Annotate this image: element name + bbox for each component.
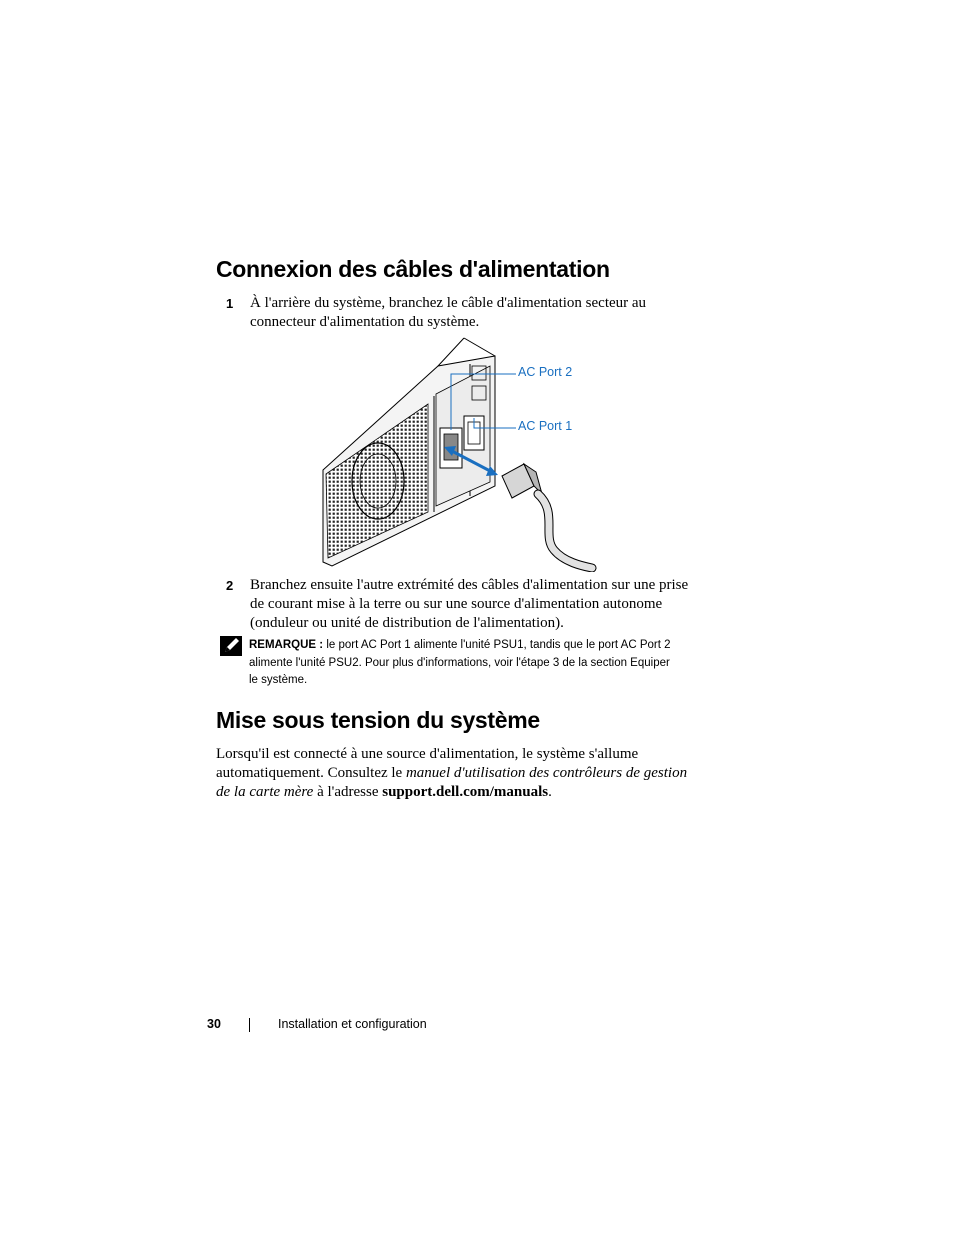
paragraph-text: à l'adresse [313,784,383,800]
support-url: support.dell.com/manuals [382,784,549,800]
manual-title: manuel d'utilisation des contrôleurs de gestion [405,765,688,781]
label-ac-port-2: AC Port 2 [518,365,573,379]
step-2-line: de courant mise à la terre ou sur une source d'alimentation autonome [250,596,663,612]
pencil-note-icon [220,636,242,656]
paragraph-text: . [548,784,552,800]
footer-section-title: Installation et configuration [278,1017,427,1031]
label-ac-port-1: AC Port 1 [518,419,573,433]
step-1-text [250,294,730,332]
step-number: 1 [226,296,234,311]
step-2-line: (onduleur ou unité de distribution de l'alimentation). [250,615,564,631]
step-1-line: connecteur d'alimentation du système. [250,314,480,330]
power-on-paragraph [216,745,736,802]
note-line: le port AC Port 1 alimente l'unité PSU1, tandis que le port AC Port 2 [326,639,671,651]
footer-separator [249,1018,250,1032]
step-2-text [250,576,730,633]
paragraph-text: automatiquement. Consultez le [216,765,406,781]
section-heading-power-cables: Connexion des câbles d'alimentation [216,256,610,282]
note-line: le système. [249,674,308,686]
manual-title: de la carte mère [216,784,314,800]
section-heading-power-on: Mise sous tension du système [216,707,540,733]
step-number: 2 [226,578,234,593]
note-block [249,637,729,690]
note-label: REMARQUE : [249,639,324,651]
paragraph-line: Lorsqu'il est connecté à une source d'alimentation, le système s'allume [216,746,639,762]
note-line: alimente l'unité PSU2. Pour plus d'informations, voir l'étape 3 de la section Equiper [249,656,670,669]
step-2-line: Branchez ensuite l'autre extrémité des câbles d'alimentation sur une prise [250,577,689,593]
step-1-line: À l'arrière du système, branchez le câble d'alimentation secteur au [250,295,647,311]
page-number: 30 [207,1017,221,1031]
